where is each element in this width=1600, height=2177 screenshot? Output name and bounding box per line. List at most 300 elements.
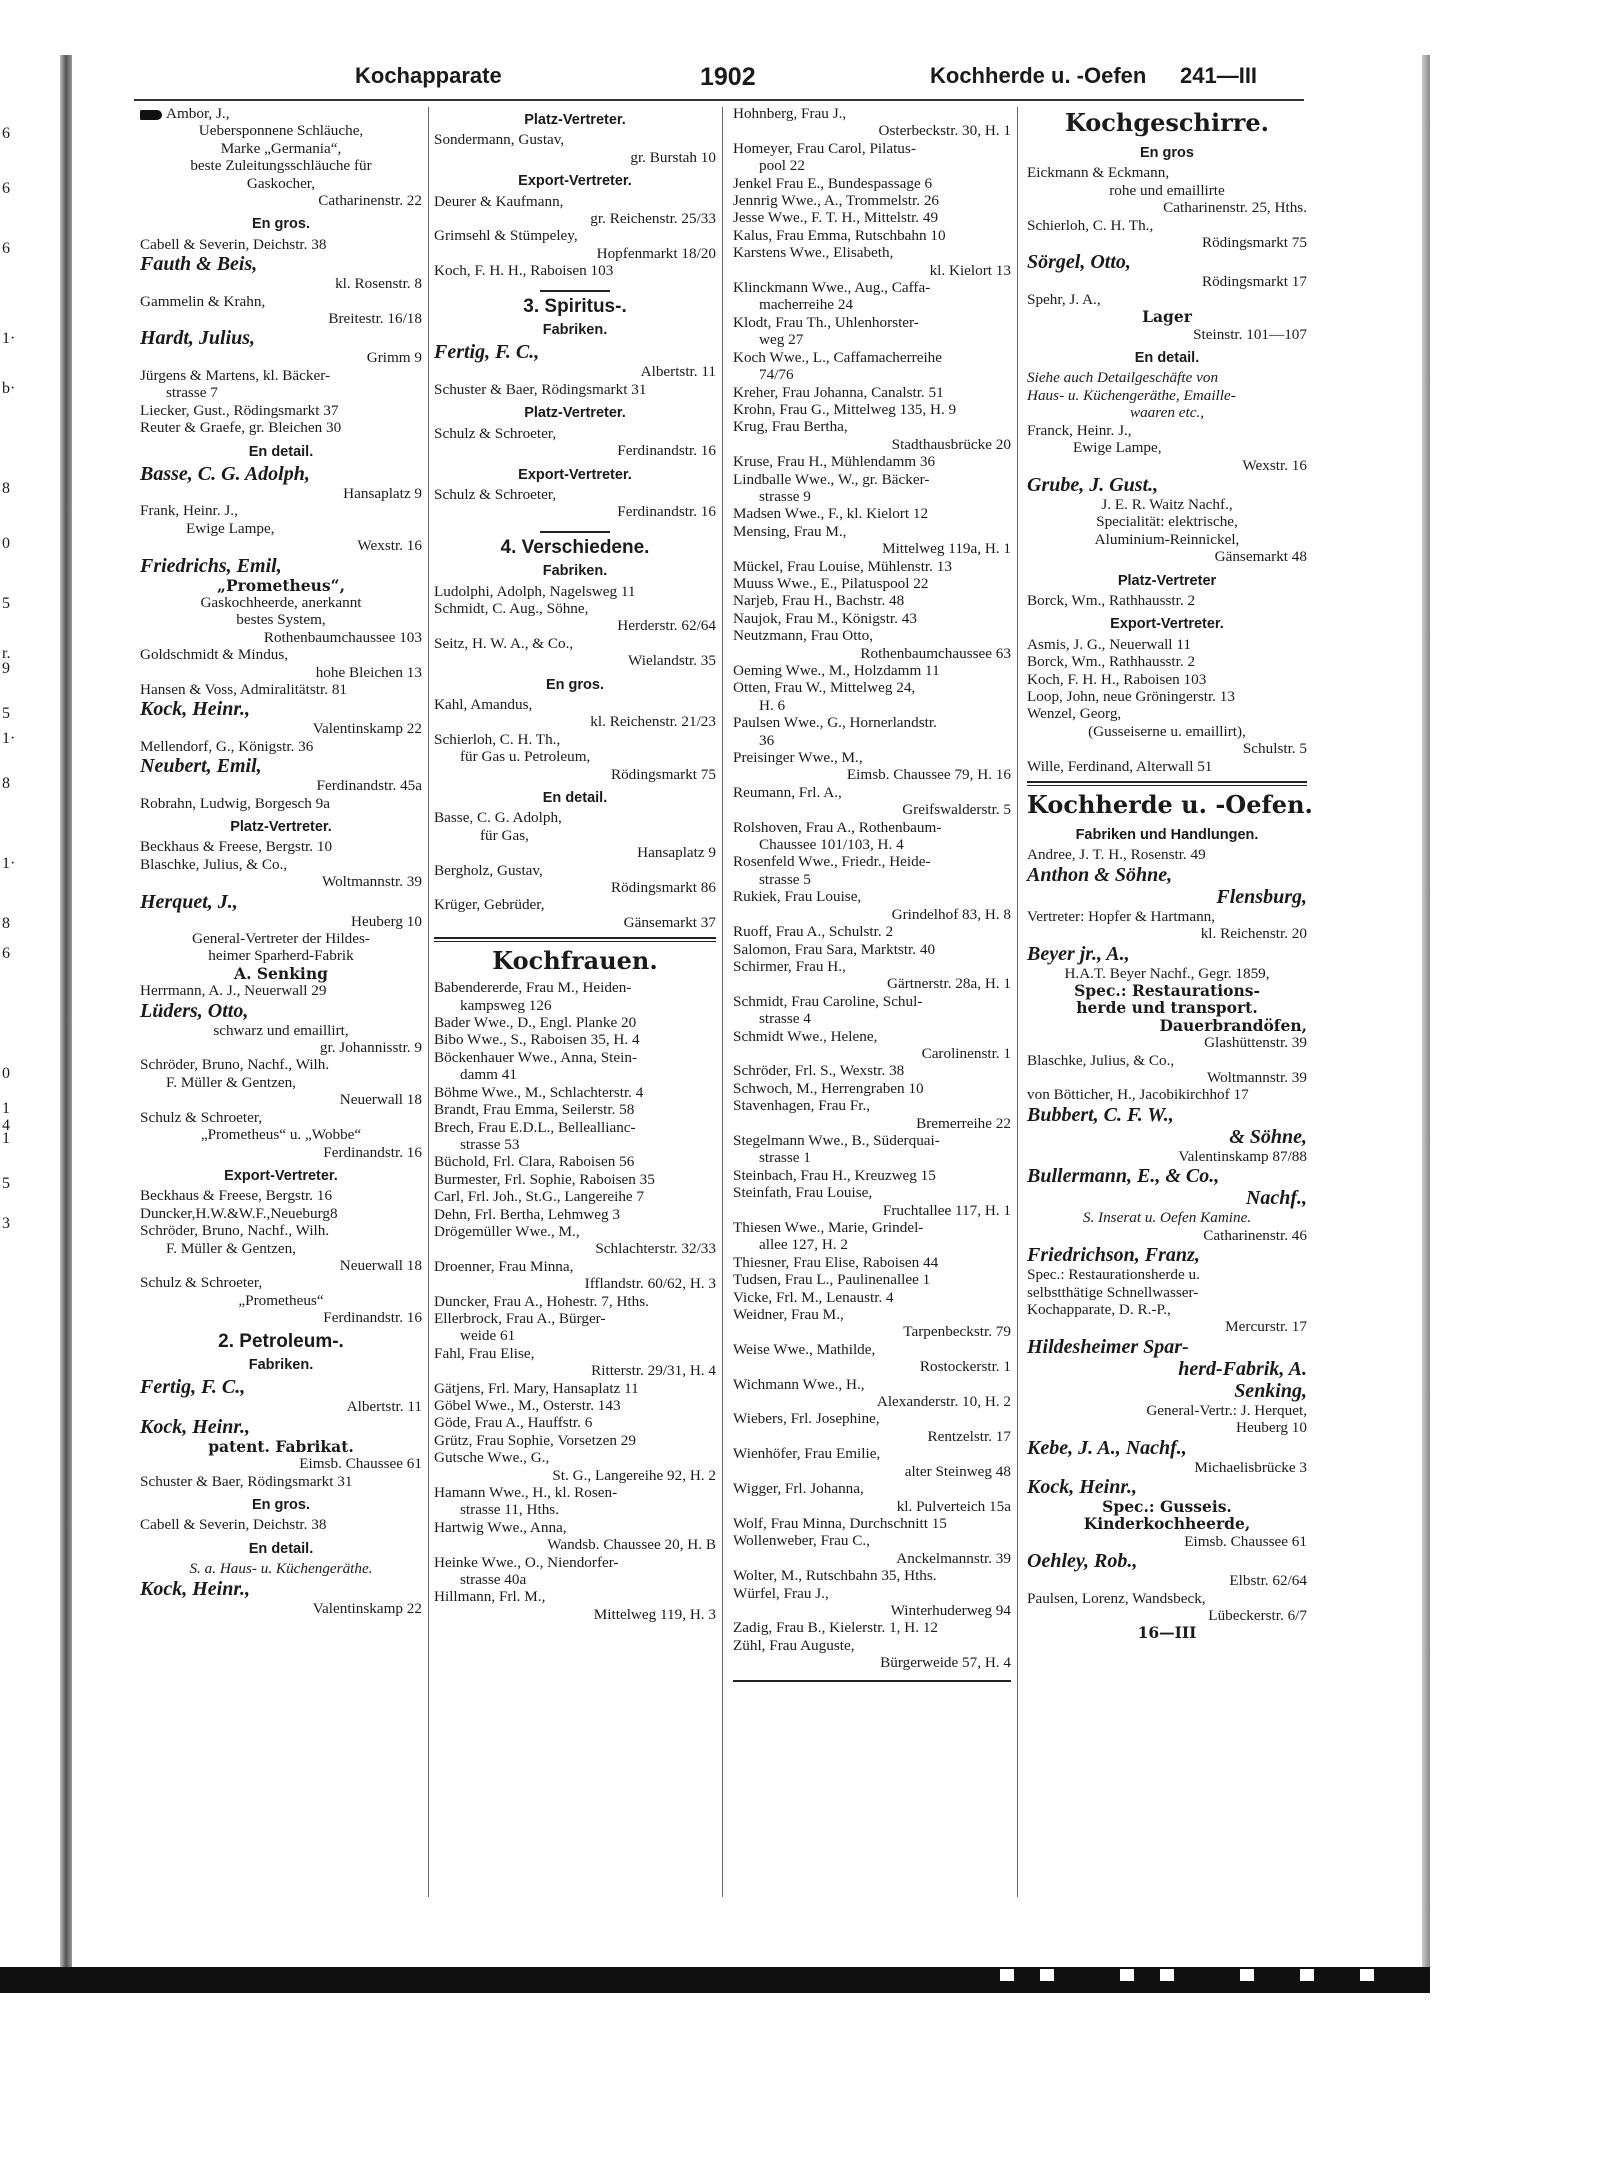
margin-mark: 5 (2, 595, 10, 612)
entry-line: Rukiek, Frau Louise, (733, 888, 862, 906)
entry-line: Woltmannstr. 39 (1206, 1069, 1307, 1087)
entry-line: Andree, J. T. H., Rosenstr. 49 (1027, 846, 1206, 864)
entry-line: Hohnberg, Frau J., (733, 105, 847, 122)
entry-line: Mittelweg 119, H. 3 (593, 1605, 716, 1623)
entry-line: Elbstr. 62/64 (1229, 1572, 1307, 1590)
firm-name: Kebe, J. A., Nachf., (1027, 1436, 1187, 1459)
section-separator (1027, 781, 1307, 786)
margin-mark: 0 (2, 1065, 10, 1082)
entry-line: Fruchtallee 117, H. 1 (882, 1201, 1011, 1219)
margin-mark: 1· (2, 730, 16, 747)
bold-entry-text: patent. Fabrikat. (208, 1436, 354, 1456)
entry-line: waaren etc., (1129, 404, 1205, 422)
firm-name: Anthon & Söhne, (1027, 863, 1173, 886)
entry-line: heimer Sparherd-Fabrik (208, 947, 354, 965)
entry-line: Schuster & Baer, Rödingsmarkt 31 (140, 1472, 353, 1490)
entry-line: Mückel, Frau Louise, Mühlenstr. 13 (733, 557, 952, 575)
bold-entry-text: Kinderkochheerde, (1083, 1514, 1251, 1534)
entry-line: Siehe auch Detailgeschäfte von (1027, 369, 1219, 387)
subsection-heading: Platz-Vertreter. (230, 819, 332, 835)
entry-line: Ferdinandstr. 16 (617, 503, 716, 521)
entry-line: Deurer & Kaufmann, (434, 192, 564, 210)
entry-line: Gärtnerstr. 28a, H. 1 (887, 975, 1011, 993)
entry-line: Ellerbrock, Frau A., Bürger- (434, 1309, 606, 1327)
entry-line: Ferdinandstr. 16 (323, 1143, 422, 1161)
entry-line: Wichmann Wwe., H., (733, 1375, 865, 1393)
entry-line: Krüger, Gebrüder, (434, 896, 545, 914)
column-divider (428, 107, 429, 1897)
firm-name: herd-Fabrik, A. (1178, 1357, 1307, 1380)
entry-line: hohe Bleichen 13 (315, 663, 422, 681)
entry-line: Schröder, Frl. S., Wexstr. 38 (733, 1062, 905, 1080)
entry-line: Böckenhauer Wwe., Anna, Stein- (434, 1048, 638, 1066)
entry-line: Weise Wwe., Mathilde, (733, 1340, 876, 1358)
entry-line: Ferdinandstr. 45a (316, 777, 422, 795)
entry-line: Schröder, Bruno, Nachf., Wilh. (140, 1056, 330, 1074)
entry-line: Gänsemarkt 48 (1214, 548, 1307, 566)
entry-line: Franck, Heinr. J., (1027, 421, 1132, 439)
entry-line: Hartwig Wwe., Anna, (434, 1518, 567, 1536)
entry-line: Ewige Lampe, (1073, 439, 1162, 457)
entry-line: St. G., Langereihe 92, H. 2 (552, 1466, 716, 1484)
entry-line: Ludolphi, Adolph, Nagelsweg 11 (434, 582, 636, 600)
entry-line: Stadthausbrücke 20 (891, 435, 1011, 453)
entry-line: Paulsen, Lorenz, Wandsbeck, (1027, 1589, 1206, 1607)
subsection-heading: En gros (1140, 145, 1194, 161)
entry-line: Wexstr. 16 (1242, 456, 1307, 474)
entry-line: Ferdinandstr. 16 (323, 1309, 422, 1327)
entry-line: Mellendorf, G., Königstr. 36 (140, 737, 314, 755)
entry-line: Schulz & Schroeter, (140, 1108, 263, 1126)
subsection-heading: En detail. (248, 443, 314, 460)
entry-line: Haus- u. Küchengeräthe, Emaille- (1027, 386, 1236, 404)
bold-entry-text: herde und transport. (1076, 998, 1258, 1018)
entry-line: Wienhöfer, Frau Emilie, (733, 1445, 881, 1463)
entry-line: Steinbach, Frau H., Kreuzweg 15 (733, 1166, 936, 1184)
entry-line: Rentzelstr. 17 (927, 1427, 1011, 1445)
entry-line: Heuberg 10 (351, 912, 422, 930)
entry-line: kampsweg 126 (460, 996, 552, 1014)
entry-line: J. E. R. Waitz Nachf., (1101, 495, 1233, 513)
entry-line: Bader Wwe., D., Engl. Planke 20 (434, 1014, 637, 1032)
entry-line: Steinfath, Frau Louise, (733, 1184, 873, 1202)
entry-line: allee 127, H. 2 (759, 1236, 848, 1254)
entry-line: Babendererde, Frau M., Heiden- (434, 979, 632, 997)
category-heading: Kochherde u. -Oefen. (1027, 790, 1313, 819)
entry-line: von Bötticher, H., Jacobikirchhof 17 (1027, 1086, 1249, 1104)
margin-mark: 8 (2, 480, 10, 497)
entry-line: kl. Kielort 13 (929, 261, 1011, 279)
entry-line: Thiesner, Frau Elise, Raboisen 44 (733, 1253, 939, 1271)
entry-line: Hamann Wwe., H., kl. Rosen- (434, 1484, 618, 1502)
margin-mark: 6 (2, 180, 10, 197)
entry-line: Thiesen Wwe., Marie, Grindel- (733, 1219, 924, 1236)
entry-line: Beckhaus & Freese, Bergstr. 16 (140, 1187, 333, 1205)
entry-line: Bürgerweide 57, H. 4 (880, 1654, 1011, 1672)
entry-line: Lindballe Wwe., W., gr. Bäcker- (733, 470, 930, 488)
entry-line: Klodt, Frau Th., Uhlenhorster- (733, 313, 919, 331)
column-2 (434, 105, 716, 1623)
firm-name: Fertig, F. C., (434, 341, 540, 364)
firm-name: Friedrichson, Franz, (1027, 1244, 1200, 1267)
entry-line: Gutsche Wwe., G., (434, 1449, 550, 1467)
entry-line: Schierloh, C. H. Th., (1027, 216, 1154, 234)
entry-line: Hansen & Voss, Admiralitätstr. 81 (140, 680, 348, 698)
entry-line: Wiebers, Frl. Josephine, (733, 1410, 880, 1428)
column-1 (140, 105, 422, 1617)
entry-line: Schulz & Schroeter, (434, 485, 557, 503)
entry-line: Schmidt, Frau Caroline, Schul- (733, 992, 923, 1010)
firm-name: Lüders, Otto, (140, 999, 249, 1022)
section-separator (434, 937, 716, 942)
firm-name: Hardt, Julius, (140, 327, 256, 350)
entry-line: Loop, John, neue Gröningerstr. 13 (1027, 687, 1235, 705)
entry-line: Schlachterstr. 32/33 (595, 1240, 716, 1258)
firm-name: Herquet, J., (140, 890, 238, 913)
entry-line: Chaussee 101/103, H. 4 (759, 836, 904, 854)
margin-mark: 1 (2, 1130, 10, 1147)
entry-line: Salomon, Frau Sara, Marktstr. 40 (733, 940, 936, 958)
entry-line: Reuter & Graefe, gr. Bleichen 30 (140, 419, 342, 437)
entry-line: Herderstr. 62/64 (617, 617, 716, 635)
entry-line: Steinstr. 101—107 (1193, 325, 1307, 343)
entry-line: kl. Reichenstr. 21/23 (590, 713, 716, 731)
subsection-heading: En gros. (251, 1497, 310, 1513)
entry-line: Glashüttenstr. 39 (1204, 1034, 1307, 1052)
entry-line: Frank, Heinr. J., (140, 502, 238, 520)
subsection-heading: Fabriken. (542, 563, 608, 580)
firm-name: & Söhne, (1229, 1125, 1307, 1148)
entry-line: Rosenfeld Wwe., Friedr., Heide- (733, 853, 931, 871)
margin-mark: 6 (2, 240, 10, 257)
entry-line: Jesse Wwe., F. T. H., Mittelstr. 49 (733, 209, 939, 227)
firm-name: Grube, J. Gust., (1027, 473, 1159, 496)
entry-line: Kruse, Frau H., Mühlendamm 36 (733, 453, 936, 471)
entry-line: Fahl, Frau Elise, (434, 1344, 535, 1362)
entry-line: Kochapparate, D. R.-P., (1027, 1300, 1171, 1318)
entry-line: Woltmannstr. 39 (321, 873, 422, 891)
margin-mark: 6 (2, 945, 10, 962)
entry-line: Eimsb. Chaussee 61 (1184, 1532, 1307, 1550)
entry-line: Spehr, J. A., (1027, 290, 1101, 308)
entry-line: Eimsb. Chaussee 79, H. 16 (846, 766, 1011, 784)
firm-name: Kock, Heinr., (1027, 1475, 1138, 1498)
entry-line: Hillmann, Frl. M., (434, 1588, 546, 1606)
subsection-heading: Fabriken. (248, 1356, 314, 1373)
entry-line: Büchold, Frl. Clara, Raboisen 56 (434, 1153, 635, 1171)
column-divider (1017, 107, 1018, 1897)
entry-line: Carl, Frl. Joh., St.G., Langereihe 7 (434, 1188, 645, 1206)
entry-line: Cabell & Severin, Deichstr. 38 (140, 1516, 327, 1534)
entry-line: Koch, F. H. H., Raboisen 103 (1027, 670, 1207, 688)
entry-line: Cabell & Severin, Deichstr. 38 (140, 235, 327, 253)
entry-line: Heuberg 10 (1236, 1419, 1307, 1437)
entry-line: strasse 9 (759, 487, 811, 505)
entry-line: Grimsehl & Stümpeley, (434, 227, 578, 245)
entry-line: Preisinger Wwe., M., (733, 749, 863, 767)
entry-line: Schierloh, C. H. Th., (434, 730, 561, 748)
firm-name: Bullermann, E., & Co., (1027, 1165, 1220, 1188)
entry-line: Aluminium-Reinnickel, (1094, 530, 1240, 548)
entry-line: Wolf, Frau Minna, Durchschnitt 15 (733, 1514, 947, 1532)
entry-line: Klinckmann Wwe., Aug., Caffa- (733, 279, 931, 297)
margin-mark: 5 (2, 705, 10, 722)
firm-name: Nachf., (1245, 1187, 1307, 1210)
entry-line: Mercurstr. 17 (1225, 1318, 1307, 1336)
subsection-heading: Fabriken. (542, 322, 608, 339)
firm-name: Flensburg, (1216, 885, 1307, 908)
firm-name: Senking, (1234, 1379, 1307, 1402)
entry-line: Madsen Wwe., F., kl. Kielort 12 (733, 505, 929, 523)
entry-line: Catharinenstr. 46 (1203, 1226, 1307, 1244)
firm-name: Neubert, Emil, (140, 755, 262, 778)
header-page-number: 241—III (1180, 63, 1258, 88)
entry-line: Koch Wwe., L., Caffamacherreihe (733, 348, 943, 366)
firm-name: Bubbert, C. F. W., (1027, 1103, 1174, 1126)
entry-line: Wielandstr. 35 (628, 652, 716, 670)
subsection-heading: Export-Vertreter. (1110, 616, 1224, 633)
header-left-title: Kochapparate (355, 63, 502, 88)
entry-line: Narjeb, Frau H., Bachstr. 48 (733, 592, 905, 610)
entry-line: Grimm 9 (366, 349, 422, 367)
entry-line: Osterbeckstr. 30, H. 1 (878, 122, 1011, 140)
subsection-heading: Export-Vertreter. (518, 466, 632, 483)
entry-line: gr. Burstah 10 (630, 148, 716, 166)
entry-line: Eickmann & Eckmann, (1027, 164, 1170, 182)
entry-line: Otten, Frau W., Mittelweg 24, (733, 679, 916, 697)
category-heading: Kochfrauen. (492, 946, 658, 976)
entry-line: Rothenbaumchaussee 63 (860, 644, 1011, 662)
entry-line: Rödingsmarkt 86 (610, 879, 716, 897)
entry-line: Vicke, Frl. M., Lenaustr. 4 (733, 1288, 894, 1306)
entry-line: Duncker,H.W.&W.F.,Neueburg8 (140, 1204, 338, 1222)
entry-line: Göde, Frau A., Hauffstr. 6 (434, 1414, 593, 1432)
entry-line: Reumann, Frl. A., (733, 783, 842, 801)
subsection-heading: En gros. (251, 216, 310, 233)
entry-line: strasse 7 (166, 384, 218, 402)
entry-line: Schulstr. 5 (1242, 740, 1307, 758)
bold-entry-text: 16—III (1137, 1623, 1197, 1643)
entry-line: Valentinskamp 22 (312, 1599, 422, 1617)
subsection-heading: En gros. (545, 676, 604, 693)
entry-line: Neutzmann, Frau Otto, (733, 627, 874, 645)
entry-line: Krohn, Frau G., Mittelweg 135, H. 9 (733, 400, 957, 418)
entry-line: strasse 53 (460, 1135, 520, 1153)
entry-line: Seitz, H. W. A., & Co., (434, 634, 574, 652)
firm-name: Fauth & Beis, (140, 253, 258, 276)
subsection-heading: Export-Vertreter. (224, 1167, 338, 1184)
entry-line: Schirmer, Frau H., (733, 957, 846, 975)
entry-line: Robrahn, Ludwig, Borgesch 9a (140, 794, 330, 812)
entry-line: rohe und emaillirte (1109, 181, 1225, 199)
entry-line: selbstthätige Schnellwasser- (1027, 1283, 1199, 1301)
entry-line: F. Müller & Gentzen, (166, 1239, 296, 1257)
scanned-page (0, 55, 1430, 1993)
entry-line: strasse 11, Hths. (460, 1501, 559, 1519)
entry-line: Ritterstr. 29/31, H. 4 (591, 1362, 716, 1380)
entry-line: 74/76 (759, 366, 794, 384)
entry-line: Beckhaus & Freese, Bergstr. 10 (140, 838, 333, 856)
section-heading: 4. Verschiedene. (500, 536, 650, 558)
entry-line: Tudsen, Frau L., Paulinenallee 1 (733, 1271, 931, 1289)
entry-line: Hopfenmarkt 18/20 (596, 244, 716, 262)
firm-name: Hildesheimer Spar- (1027, 1335, 1189, 1358)
subsection-heading: Platz-Vertreter. (524, 405, 626, 422)
entry-line: Krug, Frau Bertha, (733, 418, 848, 436)
entry-line: strasse 40a (460, 1571, 527, 1589)
column-3 (733, 105, 1011, 1686)
entry-line: Uebersponnene Schläuche, (198, 122, 364, 140)
entry-line: kl. Pulverteich 15a (896, 1497, 1011, 1515)
firm-name: Kock, Heinr., (140, 1577, 251, 1600)
entry-line: Valentinskamp 87/88 (1178, 1147, 1307, 1165)
entry-line: Neuerwall 18 (339, 1091, 422, 1109)
entry-line: Kreher, Frau Johanna, Canalstr. 51 (733, 383, 944, 401)
entry-line: Catharinenstr. 25, Hths. (1163, 199, 1307, 217)
entry-line: Rolshoven, Frau A., Rothenbaum- (733, 818, 942, 836)
entry-line: Droenner, Frau Minna, (434, 1257, 574, 1275)
entry-line: 36 (759, 731, 775, 749)
column-4 (1027, 105, 1313, 1643)
previous-page-margin (0, 55, 60, 1993)
bold-entry-text: Lager (1142, 307, 1192, 327)
entry-line: alter Steinweg 48 (904, 1462, 1011, 1480)
entry-line: Ifflandstr. 60/62, H. 3 (584, 1275, 716, 1293)
entry-line: Wandsb. Chaussee 20, H. B (547, 1536, 716, 1554)
entry-line: weide 61 (460, 1327, 516, 1345)
book-spine (60, 55, 72, 1993)
entry-line: Borck, Wm., Rathhausstr. 2 (1027, 591, 1196, 609)
subsection-heading: Platz-Vertreter. (524, 112, 626, 128)
section-separator (540, 290, 610, 292)
entry-line: kl. Reichenstr. 20 (1200, 925, 1307, 943)
entry-line: schwarz und emaillirt, (213, 1021, 349, 1039)
entry-line: Eimsb. Chaussee 61 (299, 1455, 422, 1473)
entry-line: Valentinskamp 22 (312, 720, 422, 738)
entry-line: Alexanderstr. 10, H. 2 (876, 1393, 1011, 1411)
entry-line: strasse 1 (759, 1149, 811, 1167)
entry-line: Grütz, Frau Sophie, Vorsetzen 29 (434, 1431, 636, 1449)
entry-line: Hansaplatz 9 (343, 484, 422, 502)
subsection-heading: Export-Vertreter. (518, 173, 632, 190)
margin-mark: r. (2, 645, 11, 662)
section-separator (733, 1680, 1011, 1682)
bold-entry-text: Dauerbrandöfen, (1159, 1015, 1307, 1035)
entry-line: Würfel, Frau J., (733, 1584, 829, 1602)
entry-line: Wigger, Frl. Johanna, (733, 1480, 864, 1498)
entry-line: Schröder, Bruno, Nachf., Wilh. (140, 1222, 330, 1240)
entry-line: Asmis, J. G., Neuerwall 11 (1027, 635, 1191, 653)
entry-line: Rödingsmarkt 75 (1201, 234, 1307, 252)
entry-line: Zadig, Frau B., Kielerstr. 1, H. 12 (733, 1619, 939, 1637)
entry-line: kl. Rosenstr. 8 (335, 275, 422, 293)
entry-line: Muuss Wwe., E., Pilatuspool 22 (733, 574, 929, 592)
entry-line: Breitestr. 16/18 (328, 310, 422, 328)
column-divider (722, 107, 723, 1897)
margin-mark: 3 (2, 1215, 10, 1232)
entry-line: gr. Johannisstr. 9 (319, 1039, 422, 1057)
entry-line: Albertstr. 11 (346, 1398, 422, 1416)
section-heading: 2. Petroleum-. (218, 1330, 344, 1352)
header-year: 1902 (700, 63, 756, 91)
entry-line: Goldschmidt & Mindus, (140, 646, 289, 664)
entry-line: Wille, Ferdinand, Alterwall 51 (1027, 757, 1213, 775)
entry-line: Karstens Wwe., Elisabeth, (733, 244, 894, 262)
entry-line: Gaskochheerde, anerkannt (200, 593, 362, 611)
page-edge (1422, 55, 1430, 1993)
entry-line: Rödingsmarkt 75 (610, 765, 716, 783)
entry-line: F. Müller & Gentzen, (166, 1073, 296, 1091)
entry-line: Bibo Wwe., S., Raboisen 35, H. 4 (434, 1031, 640, 1049)
margin-mark: 8 (2, 775, 10, 792)
entry-line: Rostockerstr. 1 (919, 1358, 1011, 1376)
bold-entry-text: „Prometheus“, (217, 575, 345, 595)
pointing-hand-icon (140, 110, 162, 120)
entry-line: Jennrig Wwe., A., Trommelstr. 26 (733, 192, 940, 210)
entry-line: für Gas, (480, 826, 529, 844)
entry-line: Borck, Wm., Rathhausstr. 2 (1027, 653, 1196, 671)
entry-line: S. a. Haus- u. Küchengeräthe. (189, 1560, 373, 1578)
entry-line: Sondermann, Gustav, (434, 131, 565, 149)
entry-line: Göbel Wwe., M., Osterstr. 143 (434, 1397, 621, 1414)
entry-line: Mittelweg 119a, H. 1 (882, 540, 1011, 558)
entry-text: Ambor, J., (166, 105, 230, 122)
firm-name: Oehley, Rob., (1027, 1550, 1138, 1573)
entry-line: Tarpenbeckstr. 79 (903, 1323, 1011, 1341)
entry-line: Liecker, Gust., Rödingsmarkt 37 (140, 401, 339, 419)
margin-mark: 5 (2, 1175, 10, 1192)
entry-line: Schulz & Schroeter, (140, 1274, 263, 1292)
entry-line: Brandt, Frau Emma, Seilerstr. 58 (434, 1101, 635, 1119)
entry-line: damm 41 (460, 1066, 517, 1084)
entry-line: Bremerreihe 22 (916, 1114, 1011, 1132)
entry-line: H. 6 (759, 696, 786, 714)
entry-line: Brech, Frau E.D.L., Belleallianc- (434, 1118, 636, 1136)
entry-line: General-Vertreter der Hildes- (192, 930, 370, 948)
margin-mark: 4 (2, 1117, 10, 1134)
margin-mark: b· (2, 380, 16, 397)
entry-line: General-Vertr.: J. Herquet, (1146, 1401, 1307, 1419)
subsection-heading: Fabriken und Handlungen. (1075, 827, 1259, 843)
entry-line: Rothenbaumchaussee 103 (263, 628, 422, 646)
entry-line: Gammelin & Krahn, (140, 292, 266, 310)
entry-line: Michaelisbrücke 3 (1194, 1458, 1307, 1476)
entry-line: Marke „Germania“, (220, 139, 342, 157)
entry-line: gr. Reichenstr. 25/33 (590, 210, 716, 228)
entry-line: Böhme Wwe., M., Schlachterstr. 4 (434, 1083, 644, 1101)
entry-line: weg 27 (759, 331, 804, 349)
entry-line: Lübeckerstr. 6/7 (1208, 1606, 1307, 1624)
entry-line: Blaschke, Julius, & Co., (1027, 1051, 1175, 1069)
bold-entry-text: Spec.: Restaurations- (1074, 981, 1260, 1001)
entry-line: Albertstr. 11 (640, 363, 716, 381)
entry-line: Vertreter: Hopfer & Hartmann, (1027, 907, 1216, 925)
entry-line: S. Inserat u. Oefen Kamine. (1082, 1209, 1252, 1227)
entry-line: Greifswalderstr. 5 (902, 801, 1011, 819)
firm-name: Fertig, F. C., (140, 1376, 246, 1399)
entry-line: Bergholz, Gustav, (434, 861, 543, 879)
margin-mark: 1· (2, 330, 16, 347)
entry-line: Schmidt Wwe., Helene, (733, 1027, 878, 1045)
entry-line: Zühl, Frau Auguste, (733, 1636, 855, 1654)
entry-line: Ferdinandstr. 16 (617, 442, 716, 460)
entry-line: Blaschke, Julius, & Co., (140, 855, 288, 873)
entry-line: Wenzel, Georg, (1027, 705, 1122, 723)
entry-line: Winterhuderweg 94 (890, 1601, 1011, 1619)
entry-line: (Gusseiserne u. emaillirt), (1088, 722, 1246, 740)
entry-line (140, 105, 422, 122)
entry-line: Gaskocher, (246, 174, 316, 192)
